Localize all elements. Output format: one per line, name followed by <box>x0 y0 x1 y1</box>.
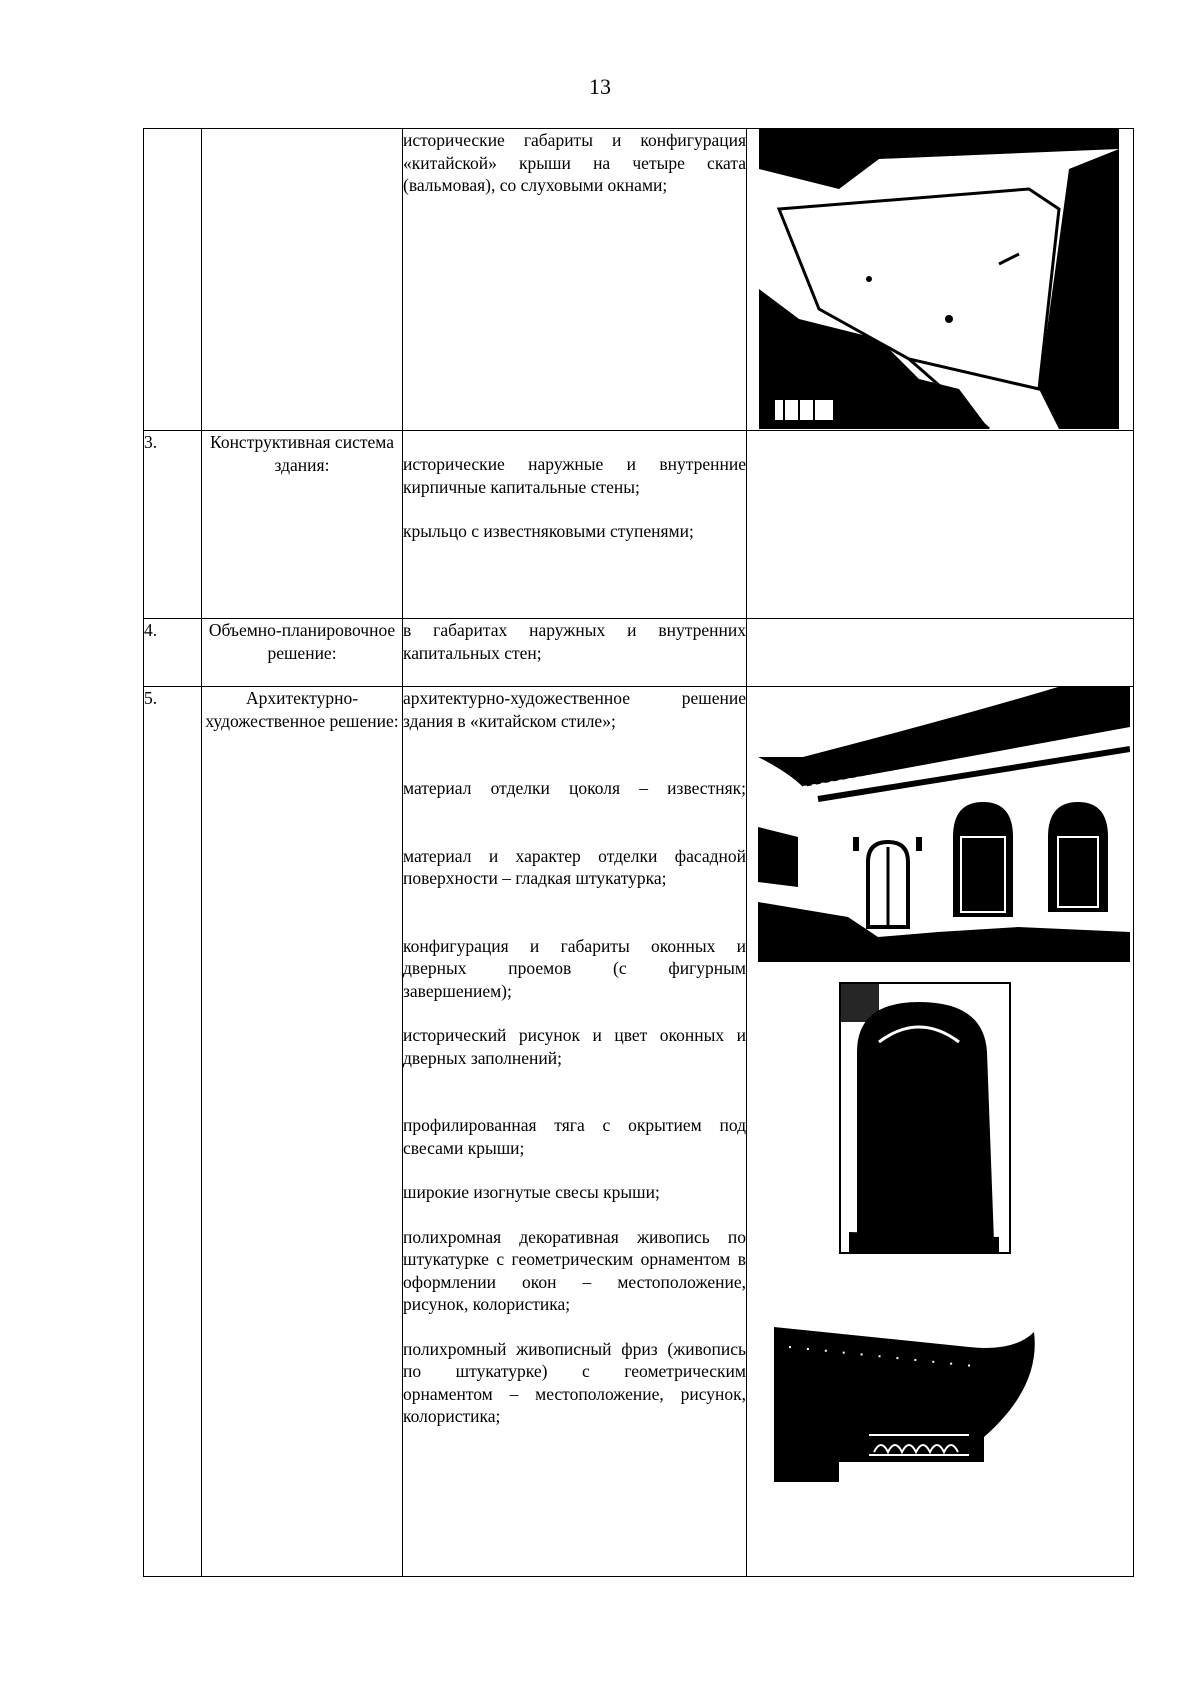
entry-plinth: материал отделки цоколя – известняк; <box>403 778 746 798</box>
row-number: 5. <box>144 687 202 1577</box>
row-description-cell <box>403 431 747 619</box>
row-name: Объемно-планировочное решение: <box>202 619 403 687</box>
row-name: Конструктивная система здания: <box>202 431 403 619</box>
row-name-cell <box>202 129 403 431</box>
row-name: Архитектурно-художественное решение: <box>202 687 403 1577</box>
entry-frieze: полихромный живописный фриз (живопись по штукатурке) с геометрическим орнаментом – местоположение, рисунок, колористика; <box>403 1338 746 1426</box>
table-row-architecture <box>144 687 1134 1577</box>
entry-painting: полихромная декоративная живопись по штукатурке с геометрическим орнаментом в оформлении окон – местоположение, рисунок, колористика; <box>403 1226 746 1314</box>
row-number-cell <box>144 129 202 431</box>
frieze-photo <box>769 1327 1044 1482</box>
entry-walls: исторические наружные и внутренние кирпичные капитальные стены; <box>403 454 746 497</box>
entry-roof-configuration: исторические габариты и конфигурация «китайской» крыши на четыре ската (вальмовая), со слуховыми окнами; <box>403 130 746 195</box>
entry-style: архитектурно-художественное решение здания в «китайском стиле»; <box>403 688 746 731</box>
row-description-cell <box>403 687 747 1577</box>
row-description-cell <box>403 129 747 431</box>
table-row-planning <box>144 619 1134 687</box>
row-photo-cell-empty <box>747 431 1134 619</box>
entry-cornice: профилированная тяга с окрытием под свесами крыши; <box>403 1115 746 1158</box>
row-photo-cell <box>747 687 1134 1577</box>
row-number: 3. <box>144 431 202 619</box>
arched-window-photo <box>839 982 1011 1254</box>
facade-photo <box>758 687 1130 962</box>
protected-features-table <box>143 128 1134 1577</box>
entry-eaves: широкие изогнутые свесы крыши; <box>403 1182 660 1202</box>
table-row-roof <box>144 129 1134 431</box>
page-number: 13 <box>589 74 611 99</box>
roof-photo <box>759 129 1119 429</box>
entry-porch: крыльцо с известняковыми ступенями; <box>403 521 694 541</box>
entry-planning: в габаритах наружных и внутренних капитальных стен; <box>403 620 746 663</box>
table-row-constructive-system <box>144 431 1134 619</box>
entry-fillings: исторический рисунок и цвет оконных и дверных заполнений; <box>403 1025 746 1068</box>
entry-openings: конфигурация и габариты оконных и дверных проемов (с фигурным завершением); <box>403 935 746 1001</box>
row-photo-cell-empty <box>747 619 1134 687</box>
row-photo-cell <box>747 129 1134 431</box>
row-description-cell <box>403 619 747 687</box>
entry-facade: материал и характер отделки фасадной поверхности – гладкая штукатурка; <box>403 845 746 888</box>
row-number: 4. <box>144 619 202 687</box>
